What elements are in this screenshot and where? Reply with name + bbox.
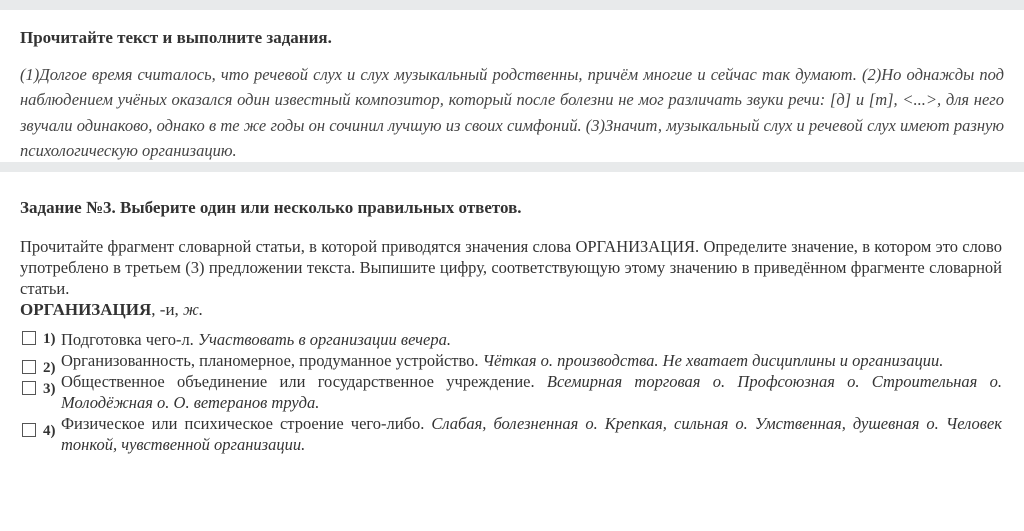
task-instruction: Прочитайте фрагмент словарной статьи, в которой приводятся значения слова ОРГАНИЗАЦИЯ. Определите значение, в котором это слово употреблено в третьем (3) предложении текста. Выпишите цифру, соответствующую этому значению в приведённом фрагменте словарной статьи. [20, 237, 1002, 298]
option-example: Чёткая о. производства. Не хватает дисциплины и организации. [482, 351, 944, 370]
top-divider-band [0, 0, 1024, 10]
reading-passage-section [0, 10, 1024, 162]
option-definition: Общественное объединение или государственное учреждение. [61, 372, 535, 391]
checkbox[interactable] [22, 381, 36, 395]
passage-text: (1)Долгое время считалось, что речевой слух и слух музыкальный родственны, причём многие и сейчас так думают. (2)Но однажды под наблюдением учёных оказался один известный композитор, который после болезни не мог различать звуки речи: [д] и [т], <...>, для него звучали одинаково, однако в те же годы он сочинил лучшую из своих симфоний. (3)Значит, музыкальный слух и речевой слух имеют разную психологическую организацию. [20, 65, 1004, 160]
answer-option-3[interactable] [20, 371, 1002, 413]
option-definition: Организованность, планомерное, продуманное устройство. [61, 351, 479, 370]
option-definition: Физическое или психическое строение чего-либо. [61, 414, 425, 433]
entry-suffix: , -и, [151, 300, 184, 319]
entry-word: ОРГАНИЗАЦИЯ [20, 300, 152, 319]
option-number: 2) [43, 360, 56, 376]
option-definition: Подготовка чего-л. [61, 330, 194, 349]
answer-options [20, 329, 1002, 455]
option-example: Всемирная торговая о. Профсоюзная о. Строительная о. Молодёжная о. О. ветеранов труда. [61, 372, 1002, 412]
entry-gender: ж. [183, 300, 204, 319]
option-number: 1) [43, 331, 56, 347]
section-divider-band [0, 162, 1024, 172]
option-example: Участвовать в организации вечера. [197, 330, 452, 349]
task-title: Задание №3. Выберите один или несколько правильных ответов. [20, 198, 522, 217]
passage-heading: Прочитайте текст и выполните задания. [20, 28, 332, 47]
option-example: Слабая, болезненная о. Крепкая, сильная о. Умственная, душевная о. Человек тонкой, чувственной организации. [61, 414, 1002, 454]
checkbox[interactable] [22, 423, 36, 437]
option-number: 3) [43, 381, 56, 397]
answer-option-1[interactable] [20, 329, 1002, 350]
checkbox[interactable] [22, 331, 36, 345]
task-section [0, 172, 1024, 455]
answer-option-2[interactable] [20, 350, 1002, 376]
option-number: 4) [43, 423, 56, 439]
dictionary-entry-headword [20, 299, 1002, 321]
answer-option-4[interactable] [20, 413, 1002, 455]
